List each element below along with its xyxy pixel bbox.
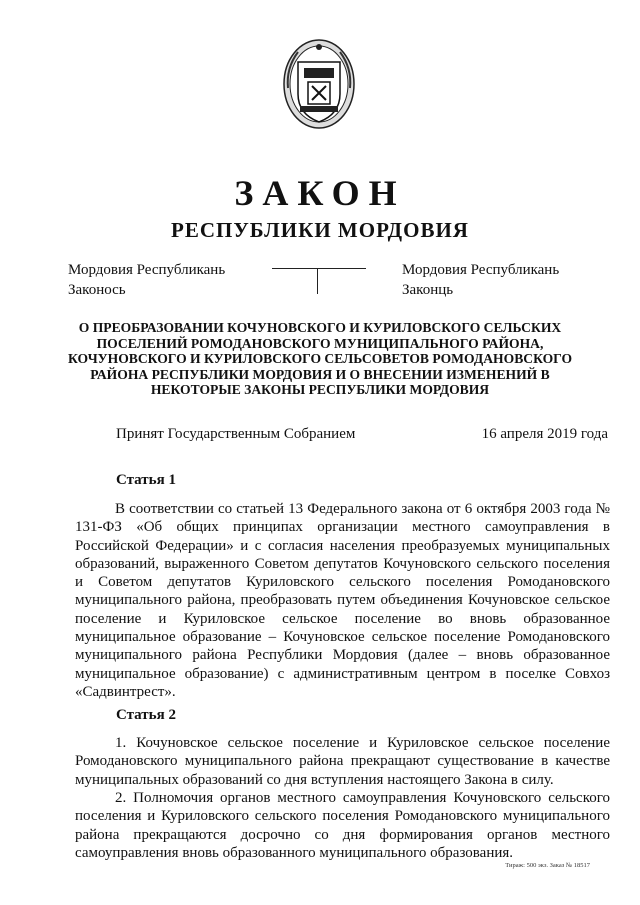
erzya-title-line2: Законць [402, 282, 454, 298]
article-2-paragraph-2: 2. Полномочия органов местного самоуправления Кочуновского сельского поселения и Куриловского сельского поселения Ромодановского муниципального района прекращаются досрочно со дня формирования органов местного самоуправления вновь образованного муниципального образования. [75, 790, 610, 861]
title-divider-horizontal [272, 268, 366, 269]
document-title: ЗАКОН [234, 173, 406, 213]
article-2-paragraph-1: 1. Кочуновское сельское поселение и Куриловское сельское поселение Ромодановского муниципального района прекращают существование в качестве муниципальных образований со дня вступления настоящего Закона в силу. [75, 735, 610, 788]
moksha-title-block [68, 260, 225, 300]
erzya-title-line1: Мордовия Республикань [402, 262, 560, 278]
article-1-title: Статья 1 [116, 472, 176, 488]
moksha-title-line1: Мордовия Республикань [68, 262, 226, 278]
adopted-by: Принят Государственным Собранием [116, 426, 356, 442]
erzya-title-block [402, 260, 559, 300]
moksha-title-line2: Законось [68, 282, 126, 298]
law-heading: О ПРЕОБРАЗОВАНИИ КОЧУНОВСКОГО И КУРИЛОВСКОГО СЕЛЬСКИХ ПОСЕЛЕНИЙ РОМОДАНОВСКОГО МУНИЦИПАЛЬНОГО РАЙОНА, КОЧУНОВСКОГО И КУРИЛОВСКОГО СЕЛЬСОВЕТОВ РОМОДАНОВСКОГО РАЙОНА РЕСПУБЛИКИ МОРДОВИЯ И О ВНЕСЕНИИ ИЗМЕНЕНИЙ В НЕКОТОРЫЕ ЗАКОНЫ РЕСПУБЛИКИ МОРДОВИЯ [67, 320, 573, 398]
article-2-title: Статья 2 [116, 707, 176, 723]
coat-of-arms-emblem [282, 38, 356, 130]
print-run-info: Тираж: 500 экз. Заказ № 18517 [505, 862, 590, 869]
article-1-paragraph-1: В соответствии со статьей 13 Федерального закона от 6 октября 2003 года № 131-ФЗ «Об общих принципах организации местного самоуправления в Российской Федерации» и с согласия населения преобразуемых муниципальных образований, выраженного Советом депутатов Кочуновского сельского поселения и Советом депутатов Куриловского сельского поселения Ромодановского муниципального района, преобразовать путем объединения Кочуновское сельское поселение и Куриловское сельское поселение во вновь образованное муниципальное образование – Кочуновское сельское поселение Ромодановского муниципального района Республики Мордовия (далее – вновь образованное муниципальное образование) с административным центром в поселке Совхоз «Садвинтрест». [75, 501, 610, 700]
adopted-date: 16 апреля 2019 года [481, 426, 608, 442]
title-divider-vertical [317, 268, 318, 294]
document-subtitle: РЕСПУБЛИКИ МОРДОВИЯ [171, 218, 469, 242]
